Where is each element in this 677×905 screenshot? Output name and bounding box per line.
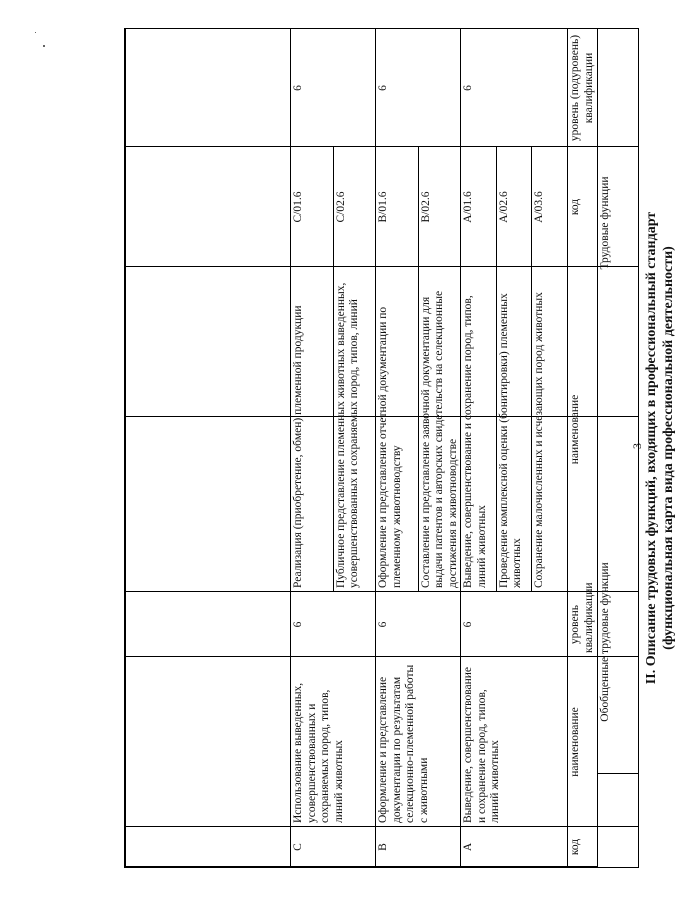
header-name: наименование <box>569 707 581 777</box>
group-name: Выведение, совершенствование и сохранение пород, типов, линий животных <box>462 666 501 823</box>
header-function-name: наименование <box>569 394 581 465</box>
functional-map-table <box>124 28 639 868</box>
header-sublevel: уровень (подуровень) квалификации <box>569 34 595 142</box>
group-code: C <box>292 843 304 851</box>
header-generalized-functions: Обобщенные трудовые функции <box>599 562 611 722</box>
group-code: B <box>377 843 389 851</box>
function-code: A/01.6 <box>462 191 474 223</box>
function-sublevel: 6 <box>377 85 389 91</box>
header-labor-functions: Трудовые функции <box>599 176 611 270</box>
function-name: Выведение, совершенствование и сохранение пород, типов, линий животных <box>462 295 488 588</box>
function-code: C/01.6 <box>292 191 304 223</box>
section-subtitle: (функциональная карта вида профессиональной деятельности) <box>661 246 676 650</box>
function-name: Составление и представление заявочной документации для выдачи патентов и авторских свидетельств на селекционные достижения в животноводстве <box>419 290 459 588</box>
rotated-document-page <box>24 8 676 888</box>
function-name: Проведение комплексной оценки (бонитировки) племенных животных <box>497 293 524 588</box>
function-code: B/02.6 <box>419 191 432 223</box>
header-level: уровень квалификации <box>569 582 595 653</box>
function-name: Оформление и представление отчетной документации по племенному животноводству <box>377 306 403 588</box>
header-function-code: код <box>569 198 581 216</box>
function-name: Сохранение малочисленных и исчезающих пород животных <box>533 292 546 588</box>
header-code: код <box>569 838 581 856</box>
group-name: Использование выведенных, усовершенствованных и сохраняемых пород, типов, линий животных <box>292 682 345 823</box>
function-sublevel: 6 <box>292 85 304 91</box>
group-code: A <box>462 842 474 852</box>
function-name: Реализация (приобретение, обмен) племенной продукции <box>292 305 304 588</box>
group-level: 6 <box>377 621 389 628</box>
page-number: 3 <box>630 443 644 449</box>
function-code: C/02.6 <box>334 191 347 223</box>
function-sublevel: 6 <box>462 85 474 91</box>
group-name: Оформление и представление документации по результатам селекционно-племенной работы с животными <box>377 664 430 823</box>
function-code: A/03.6 <box>533 191 546 223</box>
table-rule <box>125 29 126 867</box>
group-level: 6 <box>462 621 474 628</box>
function-name: Публичное представление племенных животных выведенных, усовершенствованных и сохраняемых пород, типов, линий <box>334 282 360 588</box>
section-title: II. Описание трудовых функций, входящих в профессиональный стандарт <box>644 211 659 685</box>
function-code: B/01.6 <box>377 191 389 223</box>
group-level: 6 <box>292 621 304 628</box>
function-code: A/02.6 <box>497 191 510 223</box>
